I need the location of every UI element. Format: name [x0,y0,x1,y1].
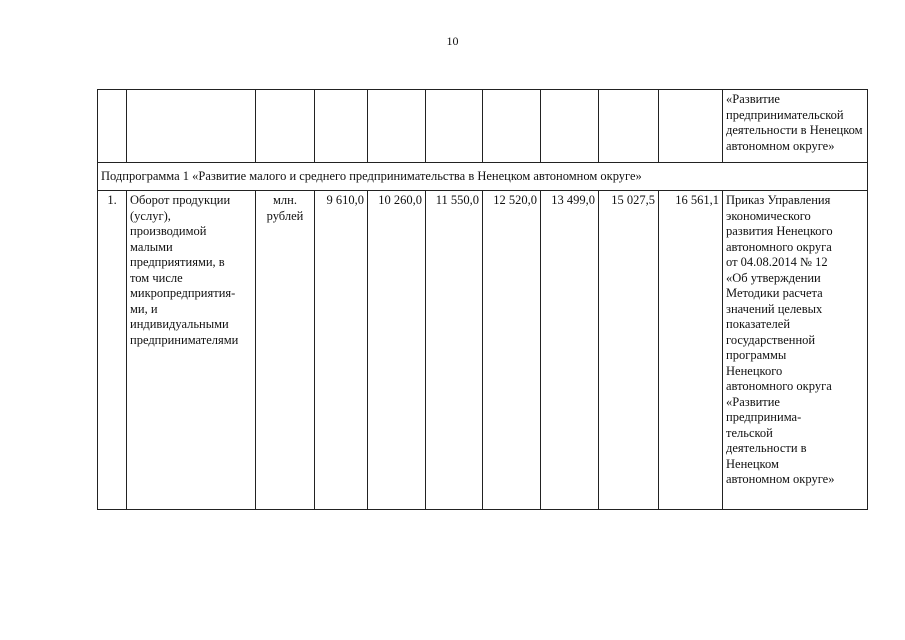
source-document: Приказ Управления экономического развития Ненецкого автономного округа от 04.08.2014 № 12 «Об утверждении Методики расчета значений целевых показателей государственной программы Ненецкого автономного округа «Развитие предпринима- тельской деятельности в Ненецком автономном округе» [723,191,868,510]
page-number: 10 [446,34,459,48]
continued-document-note: «Развитие предпринимательской деятельности в Ненецком автономном округе» [723,90,868,163]
empty-cell [315,90,368,163]
value-cell-5: 13 499,0 [541,191,599,510]
value-cell-3: 11 550,0 [426,191,483,510]
value-cell-6: 15 027,5 [599,191,659,510]
subprogram-title: Подпрограмма 1 «Развитие малого и среднего предпринимательства в Ненецком автономном округе» [98,163,868,191]
table-row [98,191,868,510]
empty-cell [127,90,256,163]
subprogram-row [98,163,868,191]
empty-cell [256,90,315,163]
indicators-table [97,89,868,510]
empty-cell [483,90,541,163]
continued-row [98,90,868,163]
empty-cell [541,90,599,163]
value-cell-4: 12 520,0 [483,191,541,510]
value-cell-2: 10 260,0 [368,191,426,510]
empty-cell [659,90,723,163]
row-index: 1. [98,191,127,510]
empty-cell [98,90,127,163]
value-cell-7: 16 561,1 [659,191,723,510]
unit-of-measure: млн. рублей [256,191,315,510]
indicator-name: Оборот продукции (услуг), производимой малыми предприятиями, в том числе микропредприятия- ми, и индивидуальными предпринимателями [127,191,256,510]
value-cell-1: 9 610,0 [315,191,368,510]
empty-cell [426,90,483,163]
empty-cell [599,90,659,163]
empty-cell [368,90,426,163]
